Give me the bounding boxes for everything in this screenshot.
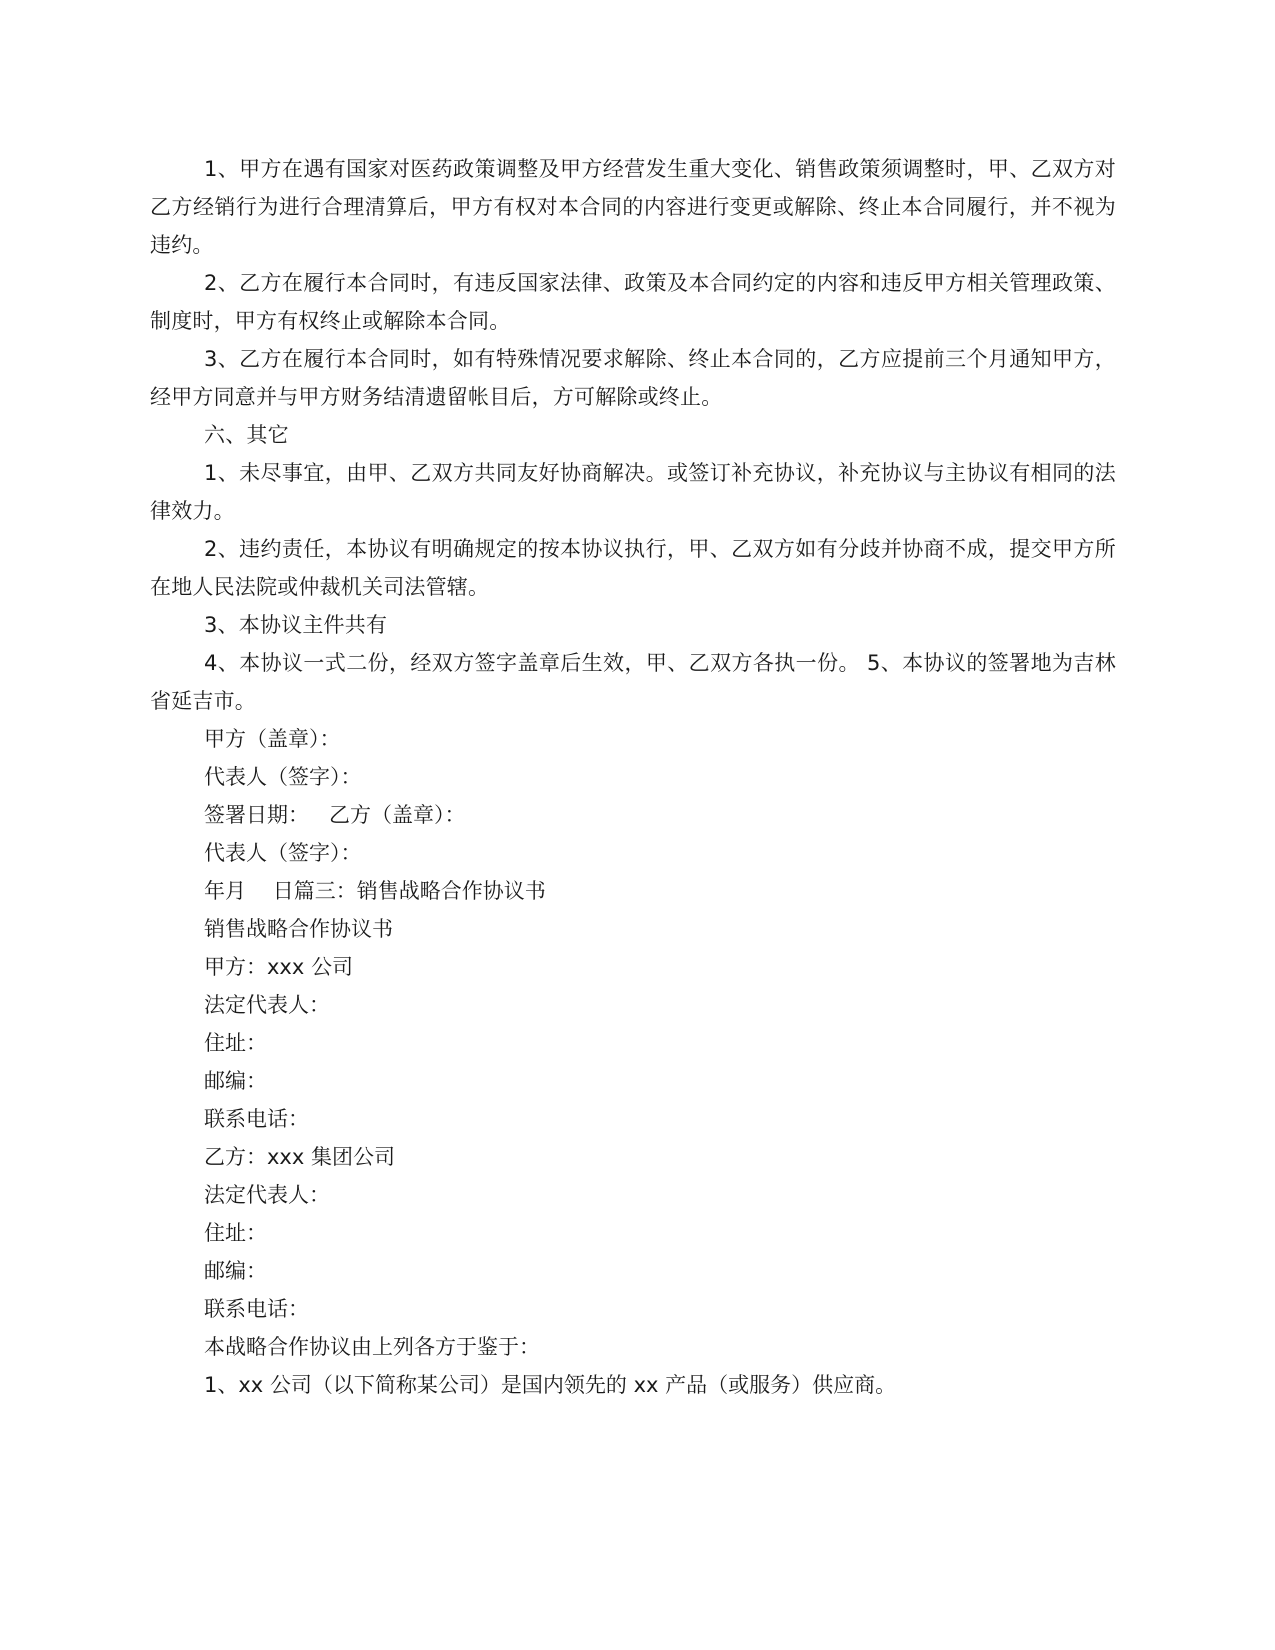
clause-paragraph: 2、乙方在履行本合同时，有违反国家法律、政策及本合同约定的内容和违反甲方相关管理政策、制度时，甲方有权终止或解除本合同。 xyxy=(150,271,1116,333)
recital-intro-line: 本战略合作协议由上列各方于鉴于： xyxy=(204,1335,540,1359)
phone-line: 联系电话： xyxy=(204,1107,309,1131)
party-a-seal-line: 甲方（盖章）： xyxy=(204,727,341,751)
legal-representative-line: 法定代表人： xyxy=(204,993,330,1017)
clause-paragraph: 1、未尽事宜，由甲、乙双方共同友好协商解决。或签订补充协议，补充协议与主协议有相同的法律效力。 xyxy=(150,461,1116,523)
clause-paragraph: 1、甲方在遇有国家对医药政策调整及甲方经营发生重大变化、销售政策须调整时，甲、乙双方对乙方经销行为进行合理清算后，甲方有权对本合同的内容进行变更或解除、终止本合同履行，并不视为违约。 xyxy=(150,157,1116,257)
legal-representative-line: 法定代表人： xyxy=(204,1183,330,1207)
postcode-line: 邮编： xyxy=(204,1259,267,1283)
representative-signature-line: 代表人（签字）： xyxy=(204,765,362,789)
representative-signature-line: 代表人（签字）： xyxy=(204,841,362,865)
agreement-title: 销售战略合作协议书 xyxy=(204,917,393,941)
clause-paragraph: 2、违约责任，本协议有明确规定的按本协议执行，甲、乙双方如有分歧并协商不成，提交甲方所在地人民法院或仲裁机关司法管辖。 xyxy=(150,537,1116,599)
signing-date-line: 签署日期： 乙方（盖章）： xyxy=(204,803,466,827)
clause-paragraph: 4、本协议一式二份，经双方签字盖章后生效，甲、乙双方各执一份。 5、本协议的签署地为吉林省延吉市。 xyxy=(150,651,1116,713)
section-heading: 六、其它 xyxy=(204,423,289,447)
party-b-line: 乙方：xxx 集团公司 xyxy=(204,1145,395,1169)
date-and-chapter-title: 年月 日篇三：销售战略合作协议书 xyxy=(204,879,546,903)
clause-paragraph: 3、本协议主件共有 xyxy=(204,613,388,637)
address-line: 住址： xyxy=(204,1221,267,1245)
document-page xyxy=(150,150,1116,1404)
clause-paragraph: 3、乙方在履行本合同时，如有特殊情况要求解除、终止本合同的，乙方应提前三个月通知甲方，经甲方同意并与甲方财务结清遗留帐目后，方可解除或终止。 xyxy=(150,347,1116,409)
party-a-line: 甲方：xxx 公司 xyxy=(204,955,353,979)
recital-item: 1、xx 公司（以下简称某公司）是国内领先的 xx 产品（或服务）供应商。 xyxy=(204,1373,897,1397)
postcode-line: 邮编： xyxy=(204,1069,267,1093)
phone-line: 联系电话： xyxy=(204,1297,309,1321)
address-line: 住址： xyxy=(204,1031,267,1055)
